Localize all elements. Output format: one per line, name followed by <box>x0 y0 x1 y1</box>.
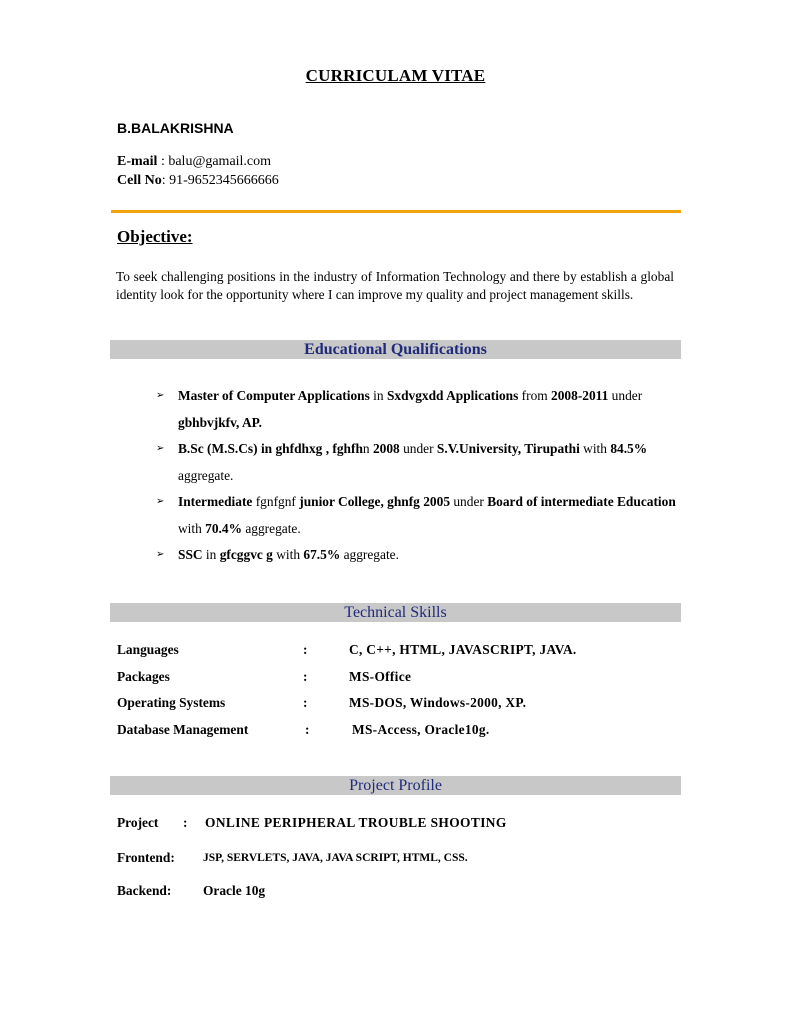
education-text-run: under <box>608 388 643 403</box>
arrow-bullet-icon: ➢ <box>156 496 165 507</box>
education-text-run: from <box>518 388 552 403</box>
project-title: ONLINE PERIPHERAL TROUBLE SHOOTING <box>205 815 507 830</box>
education-text-run: in <box>369 388 387 403</box>
education-text-run: B.Sc (M.S.Cs) in ghfdhxg , fghfh <box>178 441 363 456</box>
project-heading: Project Profile <box>349 777 442 794</box>
email-value: : balu@gamail.com <box>157 154 272 169</box>
document-title: CURRICULAM VITAE <box>305 66 486 85</box>
candidate-name: B.BALAKRISHNA <box>117 120 234 136</box>
cell-label: Cell No <box>117 173 162 188</box>
skills-heading: Technical Skills <box>344 604 447 621</box>
email-label: E-mail <box>117 154 158 169</box>
skill-value: MS-Access, Oracle10g. <box>352 721 490 737</box>
project-header-band <box>110 776 681 795</box>
education-text-run: 2008 <box>372 441 400 456</box>
education-text-run: in <box>202 547 220 562</box>
arrow-bullet-icon: ➢ <box>156 549 165 560</box>
skill-colon: : <box>303 668 308 684</box>
education-heading: Educational Qualifications <box>304 341 487 358</box>
education-text-run: 2008-2011 <box>551 388 609 403</box>
education-text-run: S.V.University, Tirupathi <box>436 441 580 456</box>
project-label: Project <box>117 815 159 830</box>
education-text-run: SSC <box>178 547 203 562</box>
email-line <box>117 154 271 170</box>
education-text-run: 84.5% <box>610 441 648 456</box>
cell-value: : 91-9652345666666 <box>161 173 279 188</box>
education-text-run: under <box>399 441 437 456</box>
project-colon: : <box>183 815 188 830</box>
education-text-run: Sxdvgxdd Applications <box>386 388 519 403</box>
education-text-run: n <box>362 441 373 456</box>
objective-heading: Objective: <box>117 227 193 246</box>
skill-colon: : <box>305 721 310 737</box>
education-text-run: junior College, ghnfg 2005 <box>299 494 451 509</box>
section-divider <box>111 210 681 213</box>
education-text-run: Board of intermediate Education <box>487 494 676 509</box>
backend-line <box>117 883 266 899</box>
skill-colon: : <box>303 642 308 657</box>
skill-label: Packages <box>117 668 170 684</box>
education-text-run: aggregate. <box>178 467 234 483</box>
education-text-run: aggregate. <box>340 547 399 562</box>
cell-line <box>117 173 279 189</box>
skill-label: Database Management <box>117 721 249 737</box>
skill-value: MS-Office <box>349 668 412 684</box>
skill-label: Languages <box>117 642 179 657</box>
education-item <box>156 489 676 542</box>
education-text-run: gfcggvc g <box>219 547 273 562</box>
education-text-run: 70.4% <box>205 520 242 536</box>
education-text-run: aggregate. <box>241 520 301 536</box>
education-item <box>156 383 676 436</box>
education-item <box>156 436 676 489</box>
education-text-run: with <box>579 441 611 456</box>
education-text-run: Intermediate <box>178 494 253 509</box>
project-line <box>117 815 507 831</box>
objective-text: To seek challenging positions in the industry of Information Technology and there by establish a global identity look for the opportunity where I can improve my quality and project management skills. <box>116 269 674 302</box>
education-text-run: 67.5% <box>303 547 341 562</box>
arrow-bullet-icon: ➢ <box>156 390 165 401</box>
education-text-run: with <box>272 547 304 562</box>
education-text-run: gbhbvjkfv, AP. <box>178 414 262 430</box>
skill-label: Operating Systems <box>117 695 226 710</box>
arrow-bullet-icon: ➢ <box>156 443 165 454</box>
education-text-run: Master of Computer Applications <box>178 388 370 403</box>
education-item <box>156 542 676 569</box>
frontend-label: Frontend: <box>117 850 175 865</box>
education-header-band <box>110 340 681 359</box>
backend-label: Backend: <box>117 883 172 898</box>
education-list <box>156 383 676 569</box>
skills-header-band <box>110 603 681 622</box>
frontend-line <box>117 850 468 866</box>
education-text-run: fgnfgnf <box>252 494 300 509</box>
skill-colon: : <box>303 695 308 710</box>
skill-value: MS-DOS, Windows-2000, XP. <box>349 695 527 710</box>
frontend-value: JSP, SERVLETS, JAVA, JAVA SCRIPT, HTML, CSS. <box>203 852 468 864</box>
education-text-run: with <box>178 520 206 536</box>
education-text-run: under <box>450 494 488 509</box>
backend-value: Oracle 10g <box>203 883 266 898</box>
skill-value: C, C++, HTML, JAVASCRIPT, JAVA. <box>349 642 577 657</box>
